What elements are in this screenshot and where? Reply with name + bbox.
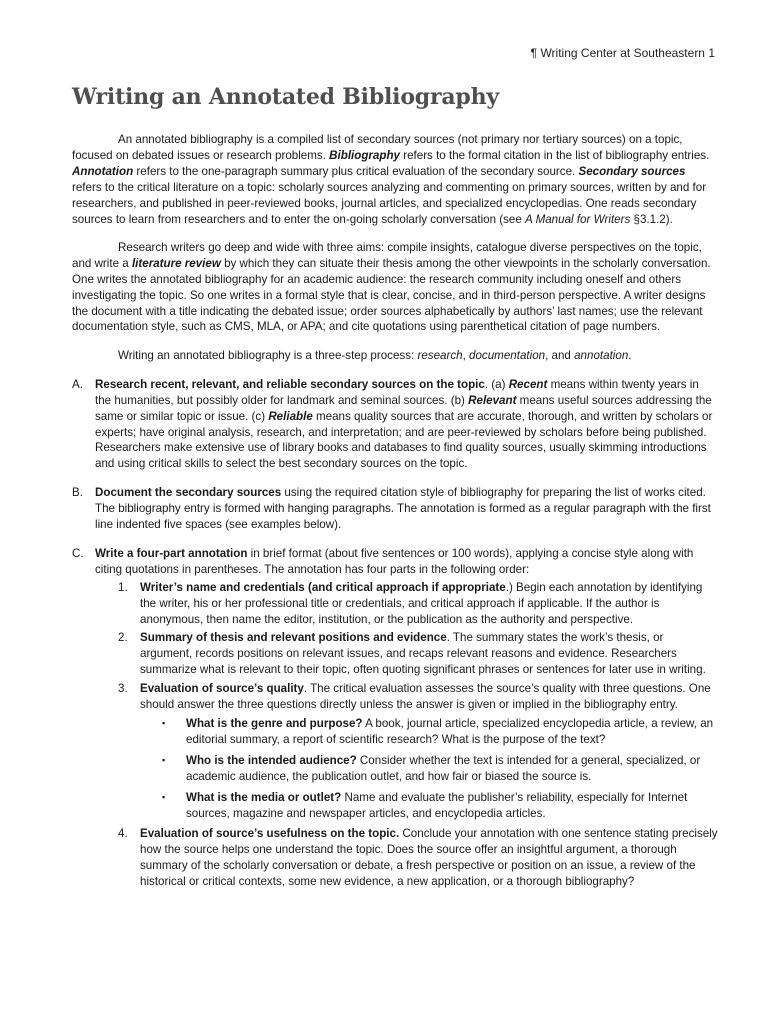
- section-b-heading: Document the secondary sources: [95, 486, 282, 500]
- term-relevant: Relevant: [468, 393, 517, 407]
- square-bullet-icon: ▪: [162, 791, 166, 802]
- question-item: ▪ Who is the intended audience? Consider whether the text is intended for a general, specialized, or academic audience, the publication outlet, and how fair or biased the source is.: [162, 753, 701, 783]
- annotation-parts-list: [95, 580, 718, 890]
- part-heading: Summary of thesis and relevant positions and evidence: [140, 631, 447, 645]
- intro-paragraph: An annotated bibliography is a compiled list of secondary sources (not primary nor tertiary sources) on a topic, focused on debated issues or research problems. Bibliography refers to the formal citation in the list of bibliography entries. Annotation refers to the one-paragraph summary plus critical evaluation of the secondary source. Secondary sources refers to the critical literature on a topic: scholarly sources analyzing and commenting on primary sources, written by and for researchers, and published in peer-reviewed books, journal articles, and specialized encyclopedias. One reads secondary sources to learn from researchers and to enter the on-going scholarly conversation (see A Manual for Writers §3.1.2).: [72, 133, 710, 226]
- list-marker: C.: [72, 546, 84, 560]
- annotation-part: 1. Writer’s name and credentials (and critical approach if appropriate.) Begin each annotation by identifying the writer, his or her professional title or credentials, and critical approach if applicable. If the author is anonymous, then name the editor, institution, or the publication as the authority and perspective.: [118, 580, 703, 626]
- question-heading: What is the genre and purpose?: [186, 717, 363, 730]
- page-title: Writing an Annotated Bibliography: [72, 84, 499, 110]
- annotation-part: 4. Evaluation of source’s usefulness on the topic. Conclude your annotation with one sentence stating precisely how the source helps one understand the topic. Does the source offer an insightful argument, a thorough summary of the scholarly conversation or debate, a fresh perspective or position on an issue, a review of the historical or critical contexts, some new evidence, a new application, or a thorough bibliography?: [118, 827, 718, 889]
- part-number: 2.: [118, 631, 128, 645]
- step-annotation: annotation: [574, 348, 629, 362]
- manual-reference: A Manual for Writers: [525, 212, 631, 226]
- quality-questions-list: [140, 716, 718, 821]
- square-bullet-icon: ▪: [162, 754, 166, 765]
- term-recent: Recent: [508, 377, 548, 391]
- list-marker: B.: [72, 486, 83, 500]
- list-marker: A.: [72, 377, 83, 391]
- document-body: [72, 132, 718, 903]
- steps-list: [72, 377, 718, 890]
- step-research: research: [417, 348, 463, 362]
- part-number: 3.: [118, 682, 128, 696]
- term-literature-review: literature review: [131, 256, 221, 270]
- part-number: 4.: [118, 827, 128, 841]
- part-heading: Writer’s name and credentials (and critical approach if appropriate: [140, 580, 506, 594]
- term-bibliography: Bibliography: [329, 148, 400, 162]
- page-header: ¶ Writing Center at Southeastern 1: [530, 46, 715, 60]
- part-heading: Evaluation of source’s usefulness on the topic.: [140, 827, 400, 841]
- annotation-part: 3. Evaluation of source’s quality. The critical evaluation assesses the source’s quality with three questions. One should answer the three questions directly unless the answer is given or implied in the bibliography entry. ▪ What is the genre and purpose? A book, journal article, specialized encyclopedia article, a review, an editorial summary, a report of scientific research? What is the purpose of the text? ▪ Who is the intended audience? Consider whether the text is intended for a general, specialized, or academic audience, the publication outlet, and how fair or biased the source is. ▪ What is the media or outlet? Name and evaluate the publisher’s reliability, especially for Internet sources, magazine and newspaper articles, and encyclopedia articles.: [95, 681, 718, 821]
- section-a: A. Research recent, relevant, and reliable secondary sources on the topic. (a) Recent means within twenty years in the humanities, but possibly older for landmark and seminal sources. (b) Relevant means useful sources addressing the same or similar topic or issue. (c) Reliable means quality sources that are accurate, thorough, and written by scholars or experts; have original analysis, research, and interpretation; and are peer-reviewed by scholars before being published. Researchers make extensive use of library books and databases to find quality sources, usually skimming introductions and using critical skills to select the best secondary sources on the topic.: [72, 377, 713, 471]
- section-a-heading: Research recent, relevant, and reliable secondary sources on the topic: [95, 377, 485, 391]
- aims-paragraph: Research writers go deep and wide with three aims: compile insights, catalogue diverse perspectives on the topic, and write a literature review by which they can situate their thesis among the other viewpoints in the scholarly conversation. One writes the annotated bibliography for an academic audience: the research community including oneself and others investigating the topic. So one writes in a formal style that is clear, concise, and in third-person perspective. A writer designs the document with a title indicating the debated issue; order sources alphabetically by authors’ last names; use the relevant documentation style, such as CMS, MLA, or APA; and cite quotations using parenthetical citation of page numbers.: [72, 240, 711, 334]
- question-item: ▪ What is the media or outlet? Name and evaluate the publisher’s reliability, especially for Internet sources, magazine and newspaper articles, and encyclopedia articles.: [162, 790, 688, 820]
- question-heading: Who is the intended audience?: [186, 753, 357, 767]
- step-documentation: documentation: [469, 348, 546, 362]
- term-annotation: Annotation: [72, 164, 134, 178]
- annotation-part: 2. Summary of thesis and relevant positions and evidence. The summary states the work’s thesis, or argument, records positions on relevant issues, and recaps relevant reasons and evidence. Researchers summarize what is relevant to their topic, often quoting significant phrases or sentences for later use in writing.: [118, 631, 706, 677]
- question-item: ▪ What is the genre and purpose? A book, journal article, specialized encyclopedia article, a review, an editorial summary, a report of scientific research? What is the purpose of the text?: [162, 717, 714, 746]
- term-secondary-sources: Secondary sources: [578, 164, 686, 178]
- section-c-heading: Write a four-part annotation: [95, 546, 248, 560]
- section-b: B. Document the secondary sources using the required citation style of bibliography for preparing the list of works cited. The bibliography entry is formed with hanging paragraphs. The annotation is formed as a regular paragraph with the first line indented five spaces (see examples below).: [72, 486, 711, 532]
- question-heading: What is the media or outlet?: [186, 790, 342, 804]
- term-reliable: Reliable: [268, 409, 313, 423]
- section-c: C. Write a four-part annotation in brief format (about five sentences or 100 words), applying a concise style along with citing quotations in parentheses. The annotation has four parts in the following order: 1. Writer’s name and credentials (and critical approach if appropriate.) Begin each annotation by identifying the writer, his or her professional title or credentials, and critical approach if applicable. If the author is anonymous, then name the editor, institution, or the publication as the authority and perspective. 2. Summary of thesis and relevant positions and evidence. The summary states the work’s thesis, or argument, records positions on relevant issues, and recaps relevant reasons and evidence. Researchers summarize what is relevant to their topic, often quoting significant phrases or sentences for later use in writing. 3. Evaluation of source’s quality. The critical evaluation assesses the source’s quality with three questions. One should answer the three questions directly unless the answer is given or implied in the bibliography entry. ▪ What is the genre and purpose? A book, journal article, specialized encyclopedia article, a review, an editorial summary, a report of scientific research? What is the purpose of the text? ▪ Who is the intended audience? Consider whether the text is intended for a general, specialized, or academic audience, the publication outlet, and how fair or biased the source is. ▪ What is the media or outlet? Name and evaluate the publisher’s reliability, especially for Internet sources, magazine and newspaper articles, and encyclopedia articles. 4. Evaluation of source’s usefulness on the topic. Conclude your annotation with one sentence stating precisely how the source helps one understand the topic. Does the source offer an insightful argument, a thorough summary of the scholarly conversation or debate, a fresh perspective or position on an issue, a review of the historical or critical contexts, some new evidence, a new application, or a thorough bibliography?: [72, 546, 718, 889]
- part-heading: Evaluation of source’s quality: [140, 682, 304, 696]
- process-paragraph: Writing an annotated bibliography is a three-step process: research, documentation, and annotation.: [118, 348, 632, 362]
- part-number: 1.: [118, 580, 128, 594]
- square-bullet-icon: ▪: [162, 718, 166, 728]
